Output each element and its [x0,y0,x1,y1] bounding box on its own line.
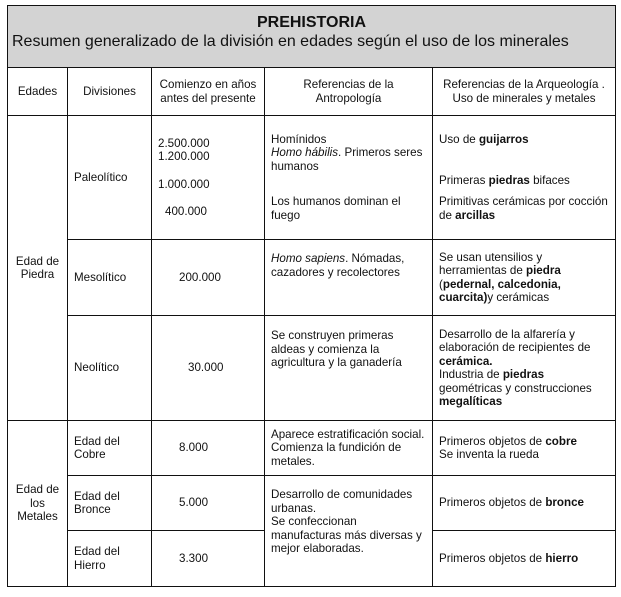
year-value: 1.200.000 [158,150,210,163]
page-subtitle: Resumen generalizado de la división en edades según el uso de los minerales [12,33,569,50]
arch-text-plain: Primeros objetos de [439,434,546,448]
table-row-paleolitico [8,116,616,240]
arch-text-plain: Industria de [439,368,503,381]
table-row-cobre [8,421,616,476]
arch-text-plain: Uso de [439,133,479,146]
arch-text-bold: piedras [502,368,545,381]
arch-text-plain: bifaces [529,173,570,187]
prehistory-table [7,5,616,587]
years-neolitico: 30.000 [152,316,265,421]
division-cobre: Edad del Cobre [68,421,152,476]
years-paleolitico [152,116,265,240]
anthro-text: Desarrollo de comunidades urbanas. [271,488,413,515]
division-hierro: Edad del Hierro [68,531,152,587]
arch-text-bold: piedras [488,173,530,187]
table-row-bronce [8,476,616,531]
arch-text [439,133,609,147]
table-row-neolitico [8,316,616,421]
arch-text-bold: cerámica. [439,354,493,368]
column-header-antropologia: Referencias de la Antropología [265,68,433,116]
arch-text-plain: Primeros objetos de [439,496,546,510]
year-value: 400.000 [165,205,207,218]
arch-text-plain: Primeras [439,173,489,187]
age-metals: Edad de los Metales [8,421,68,587]
division-neolitico: Neolítico [68,316,152,421]
arch-text-bold: megalíticas [439,395,503,408]
year-value: 1.000.000 [158,177,210,191]
title-cell [8,6,616,68]
anthro-text: Homínidos [271,132,327,146]
page-title: PREHISTORIA [256,14,367,31]
column-header-comienzo: Comienzo en años antes del presente [152,68,265,116]
arch-text-bold: cobre [545,434,577,448]
age-stone: Edad de Piedra [8,116,68,421]
arch-cobre [433,421,616,476]
species-name: Homo sapiens [271,252,346,265]
anthro-text [271,146,426,173]
arch-text-plain: Primitivas cerámicas por cocción de [439,195,608,222]
division-bronce: Edad del Bronce [68,476,152,531]
column-header-divisiones: Divisiones [68,68,152,116]
arch-text [439,174,609,188]
years-mesolitico: 200.000 [152,240,265,316]
anthro-text: Se confeccionan manufacturas más diversas y mejor elaboradas. [271,515,422,555]
table-row-mesolitico [8,240,616,316]
arch-hierro [433,531,616,587]
year-value: 2.500.000 [158,136,210,150]
arch-text-plain: Se inventa la rueda [439,448,539,461]
anthro-text-rest: . Primeros seres humanos [271,146,423,173]
arch-mesolitico [433,240,616,316]
anthro-neolitico: Se construyen primeras aldeas y comienza la agricultura y la ganadería [265,316,433,421]
header-row [8,68,616,116]
arch-bronce [433,476,616,531]
anthro-bronce-hierro [265,476,433,587]
arch-text-plain: y cerámicas [487,291,550,304]
anthro-cobre: Aparece estratificación social. Comienza la fundición de metales. [265,421,433,476]
arch-text-bold: guijarros [478,133,529,146]
column-header-edades: Edades [8,68,68,116]
species-name: Homo hábilis [271,146,339,160]
arch-text-bold: pedernal, calcedonia, cuarcita) [439,277,561,304]
arch-text-plain: Se usan utensilios y herramientas de [439,250,543,277]
arch-text-plain: geométricas y construcciones [439,381,592,395]
division-paleolitico: Paleolítico [68,116,152,240]
arch-text-bold: bronce [545,496,584,510]
arch-text [439,195,609,222]
arch-text-bold: piedra [526,264,561,277]
arch-text-plain: ( [439,277,443,291]
arch-paleolitico [433,116,616,240]
years-cobre: 8.000 [152,421,265,476]
arch-text-bold: hierro [545,551,579,565]
anthro-mesolitico [265,240,433,316]
arch-text-bold: arcillas [455,208,496,222]
arch-text-plain: Desarrollo de la alfarería y elaboración de recipientes de [439,327,591,354]
years-bronce: 5.000 [152,476,265,531]
arch-text-plain: Primeros objetos de [439,551,546,565]
column-header-arqueologia: Referencias de la Arqueología . Uso de minerales y metales [433,68,616,116]
years-hierro: 3.300 [152,531,265,587]
anthro-text: Los humanos dominan el fuego [271,195,401,222]
arch-neolitico [433,316,616,421]
division-mesolitico: Mesolítico [68,240,152,316]
anthro-text: . Nómadas, cazadores y recolectores [271,252,405,279]
anthro-paleolitico [265,116,433,240]
